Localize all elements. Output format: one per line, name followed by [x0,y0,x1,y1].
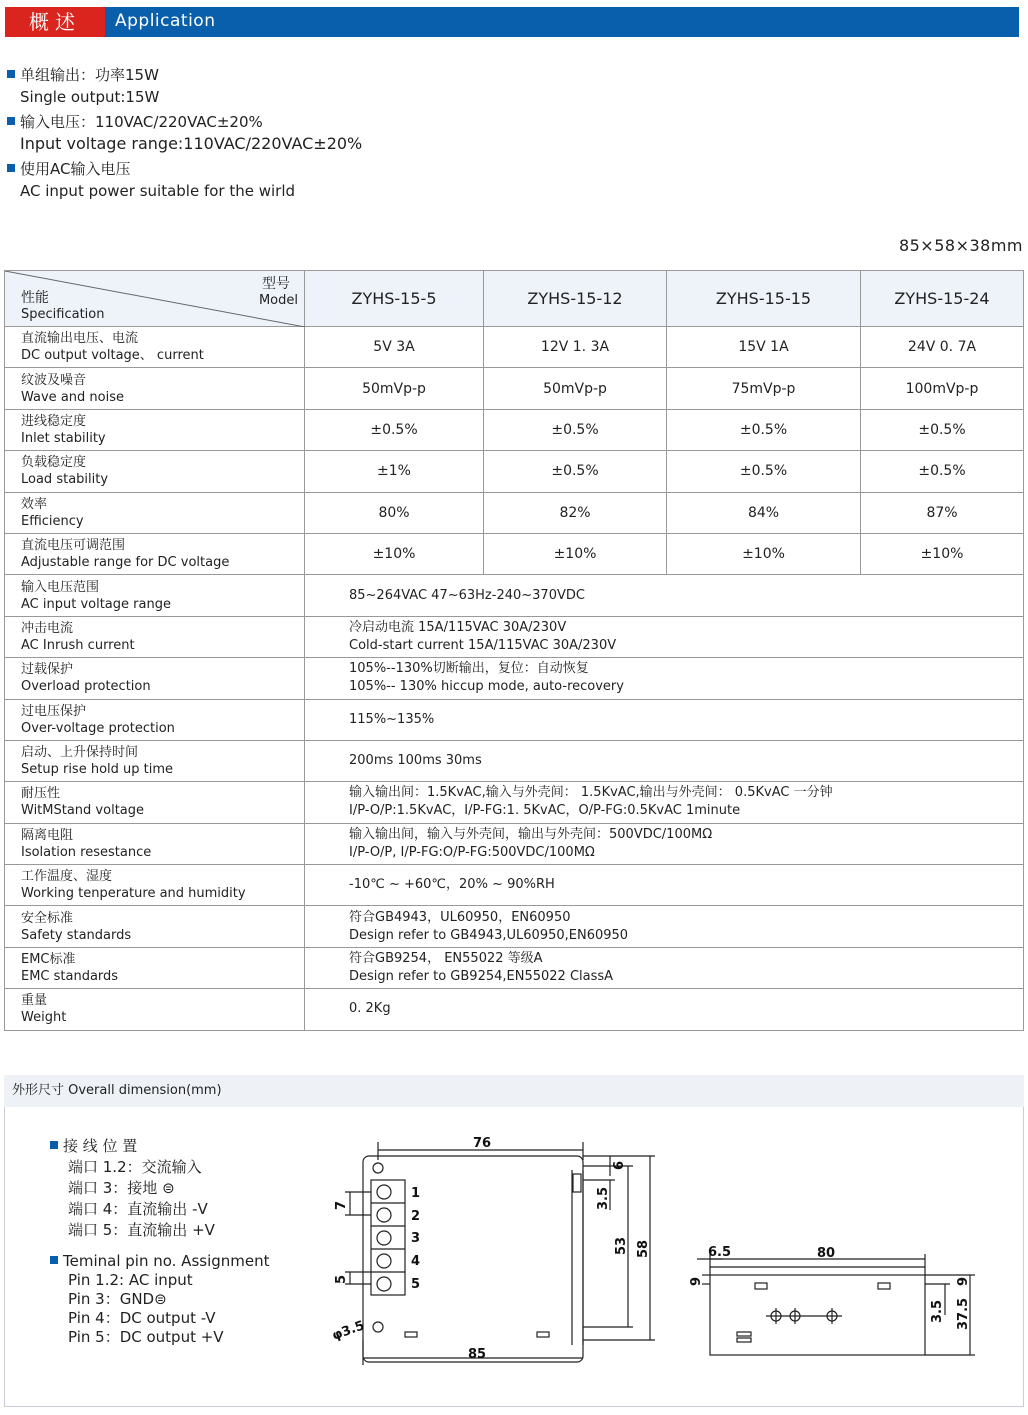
spec-value-line2: I/P-O/P:1.5KvAC，I/P-FG:1. 5KvAC，O/P-FG:0.5KvAC 1minute [349,803,741,819]
spec-label-en: Isolation resestance [21,844,152,860]
spec-label-cn: 输入电压范围 [21,579,100,595]
feature-en: Input voltage range:110VAC/220VAC±20% [20,134,363,153]
spec-label-en: EMC standards [21,969,119,985]
terminal-number: 3 [411,1231,421,1246]
spec-value-line2: Cold-start current 15A/115VAC 30A/230V [349,637,617,653]
spec-label-en: DC output voltage、 current [21,348,204,364]
spec-value-line1: 符合GB4943，UL60950，EN60950 [349,909,571,925]
spec-value: ±0.5% [667,409,861,450]
spec-label-en: Wave and noise [21,389,124,405]
spec-value-line1: 输入输出间：1.5KvAC,输入与外壳间： 1.5KvAC,输出与外壳间： 0.5KvAC 一分钟 [349,785,833,801]
spec-label-cn: 重量 [21,993,48,1009]
spec-value-line1: 85~264VAC 47~63Hz-240~370VDC [349,587,585,603]
spec-label-cn: 安全标准 [21,910,74,926]
spec-label-en: Specification [21,307,105,322]
dim-label: 6.5 [708,1245,732,1260]
spec-value: ±0.5% [861,451,1024,492]
spec-label-en: AC Inrush current [21,637,135,653]
spec-value-line1: -10℃ ~ +60℃，20% ~ 90%RH [349,877,555,893]
spec-label-cn: 过载保护 [21,662,74,678]
model-header: ZYHS-15-24 [861,271,1024,327]
spec-value: ±0.5% [861,409,1024,450]
spec-label-cn: 耐压性 [21,786,61,802]
section-title-cn: 概述 [5,7,105,37]
spec-value: 50mVp-p [484,368,667,409]
spec-value: ±0.5% [484,451,667,492]
spec-value-line2: I/P-O/P, I/P-FG:O/P-FG:500VDC/100MΩ [349,844,595,860]
section-title-en: Application [115,11,216,31]
spec-label-en: Safety standards [21,927,132,943]
feature-en: AC input power suitable for the wirld [20,182,296,200]
spec-value-line2: Design refer to GB4943,UL60950,EN60950 [349,927,629,943]
spec-label-cn: 效率 [21,496,48,512]
spec-value-line1: 200ms 100ms 30ms [349,753,482,769]
dim-label: 9 [956,1276,971,1286]
pin-title-cn: 接 线 位 置 [63,1137,138,1155]
pin-item-en: Pin 5：DC output +V [68,1328,224,1346]
dim-label: 80 [817,1246,836,1261]
spec-value: 87% [861,492,1024,533]
spec-value: ±10% [484,533,667,574]
spec-label-cn: 直流输出电压、电流 [21,331,139,347]
spec-value: 5V 3A [305,327,484,368]
spec-value: ±10% [667,533,861,574]
pin-item-en: Pin 1.2: AC input [68,1271,193,1289]
spec-label-cn: EMC标准 [21,952,76,968]
pin-item-cn: 端口 3：接地 ⊜ [68,1179,175,1197]
dim-label: 58 [636,1239,651,1258]
feature-cn: 输入电压：110VAC/220VAC±20% [20,113,263,131]
spec-value-line2: Design refer to GB9254,EN55022 ClassA [349,969,614,985]
spec-label-en: Weight [21,1010,67,1026]
mounting-hole-icon [373,1163,383,1173]
spec-label-en: Adjustable range for DC voltage [21,555,230,571]
side-view-labels [689,1245,971,1330]
spec-label-en: Load stability [21,472,109,488]
pin-item-en: Pin 4：DC output -V [68,1309,216,1327]
spec-label-en: Inlet stability [21,430,106,446]
spec-value: 24V 0. 7A [861,327,1024,368]
spec-value: 12V 1. 3A [484,327,667,368]
spec-value-line1: 符合GB9254， EN55022 等级A [349,951,543,967]
spec-label-cn: 性能 [21,290,49,306]
spec-value: 80% [305,492,484,533]
terminal-number: 1 [411,1186,421,1201]
spec-value-line1: 105%--130%切断输出，复位：自动恢复 [349,661,589,677]
spec-value: 50mVp-p [305,368,484,409]
dimension-note: 85×58×38mm [898,236,1023,255]
spec-label-en: Efficiency [21,513,84,529]
terminal-number: 4 [411,1254,421,1269]
dim-label: 5 [334,1274,349,1284]
pin-item-cn: 端口 5：直流输出 +V [68,1221,215,1239]
dim-label: 37.5 [956,1297,971,1330]
model-header: ZYHS-15-5 [305,271,484,327]
spec-label-en: Setup rise hold up time [21,762,174,778]
top-view-drawing [345,1142,655,1365]
spec-label-cn: 负载稳定度 [21,455,87,471]
spec-value: 15V 1A [667,327,861,368]
dim-label: 6 [612,1160,627,1170]
dim-label: 9 [689,1276,704,1286]
spec-value-line1: 冷启动电流 15A/115VAC 30A/230V [349,619,567,635]
spec-label-cn: 过电压保护 [21,703,87,719]
spec-value: ±0.5% [667,451,861,492]
dim-label: φ3.5 [330,1318,367,1344]
spec-value-line1: 输入输出间，输入与外壳间，输出与外壳间：500VDC/100MΩ [349,826,713,842]
spec-value: ±0.5% [484,409,667,450]
spec-label-cn: 启动、上升保持时间 [21,745,139,761]
spec-label-cn: 纹波及噪音 [21,372,87,388]
terminal-number: 2 [411,1209,421,1224]
mounting-hole-icon [373,1322,383,1332]
top-view-outline [363,1156,583,1362]
terminal-number: 5 [411,1277,421,1292]
dim-label: 76 [473,1136,492,1151]
spec-label-en: Working tenperature and humidity [21,886,246,902]
spec-value: 82% [484,492,667,533]
spec-label-cn: 直流电压可调范围 [21,538,126,554]
spec-label-en: WitMStand voltage [21,803,145,819]
spec-label-en: Overload protection [21,679,151,695]
feature-cn: 使用AC输入电压 [20,160,131,178]
feature-en: Single output:15W [20,88,160,106]
terminal-screw-icon [377,1231,391,1245]
pin-title-en: Teminal pin no. Assignment [63,1252,270,1270]
model-label-en: Model [258,293,298,308]
spec-value: 100mVp-p [861,368,1024,409]
spec-value: ±10% [305,533,484,574]
model-header: ZYHS-15-15 [667,271,861,327]
spec-label-en: AC input voltage range [21,596,171,612]
terminal-screw-icon [377,1254,391,1268]
spec-label-en: Over-voltage protection [21,720,175,736]
spec-value: ±0.5% [305,409,484,450]
model-label-cn: 型号 [262,276,290,292]
feature-cn: 单组输出：功率15W [20,66,159,84]
spec-value: ±1% [305,451,484,492]
spec-value-line2: 105%-- 130% hiccup mode, auto-recovery [349,679,624,695]
side-view-outline [710,1275,925,1355]
pin-item-cn: 端口 4：直流输出 -V [68,1200,208,1218]
dim-label: 85 [468,1347,487,1362]
model-header: ZYHS-15-12 [484,271,667,327]
terminal-screw-icon [377,1185,391,1199]
dim-label: 7 [334,1200,349,1210]
dimension-section-title: 外形尺寸 Overall dimension(mm) [4,1075,1024,1107]
pin-item-cn: 端口 1.2：交流输入 [68,1158,202,1176]
dim-label: 3.5 [930,1299,945,1323]
spec-value: 75mVp-p [667,368,861,409]
dim-label: 53 [614,1236,629,1255]
terminal-screw-icon [377,1277,391,1291]
dim-label: 3.5 [596,1186,611,1210]
spec-label-cn: 进线稳定度 [21,413,87,429]
spec-value-line1: 0. 2Kg [349,1001,391,1017]
spec-label-cn: 工作温度、湿度 [21,869,113,885]
spec-value: ±10% [861,533,1024,574]
spec-value-line1: 115%~135% [349,711,435,727]
pin-item-en: Pin 3：GND⊜ [68,1290,167,1308]
terminal-screw-icon [377,1208,391,1222]
spec-label-cn: 冲击电流 [21,620,74,636]
spec-label-cn: 隔离电阻 [21,827,74,843]
spec-value: 84% [667,492,861,533]
